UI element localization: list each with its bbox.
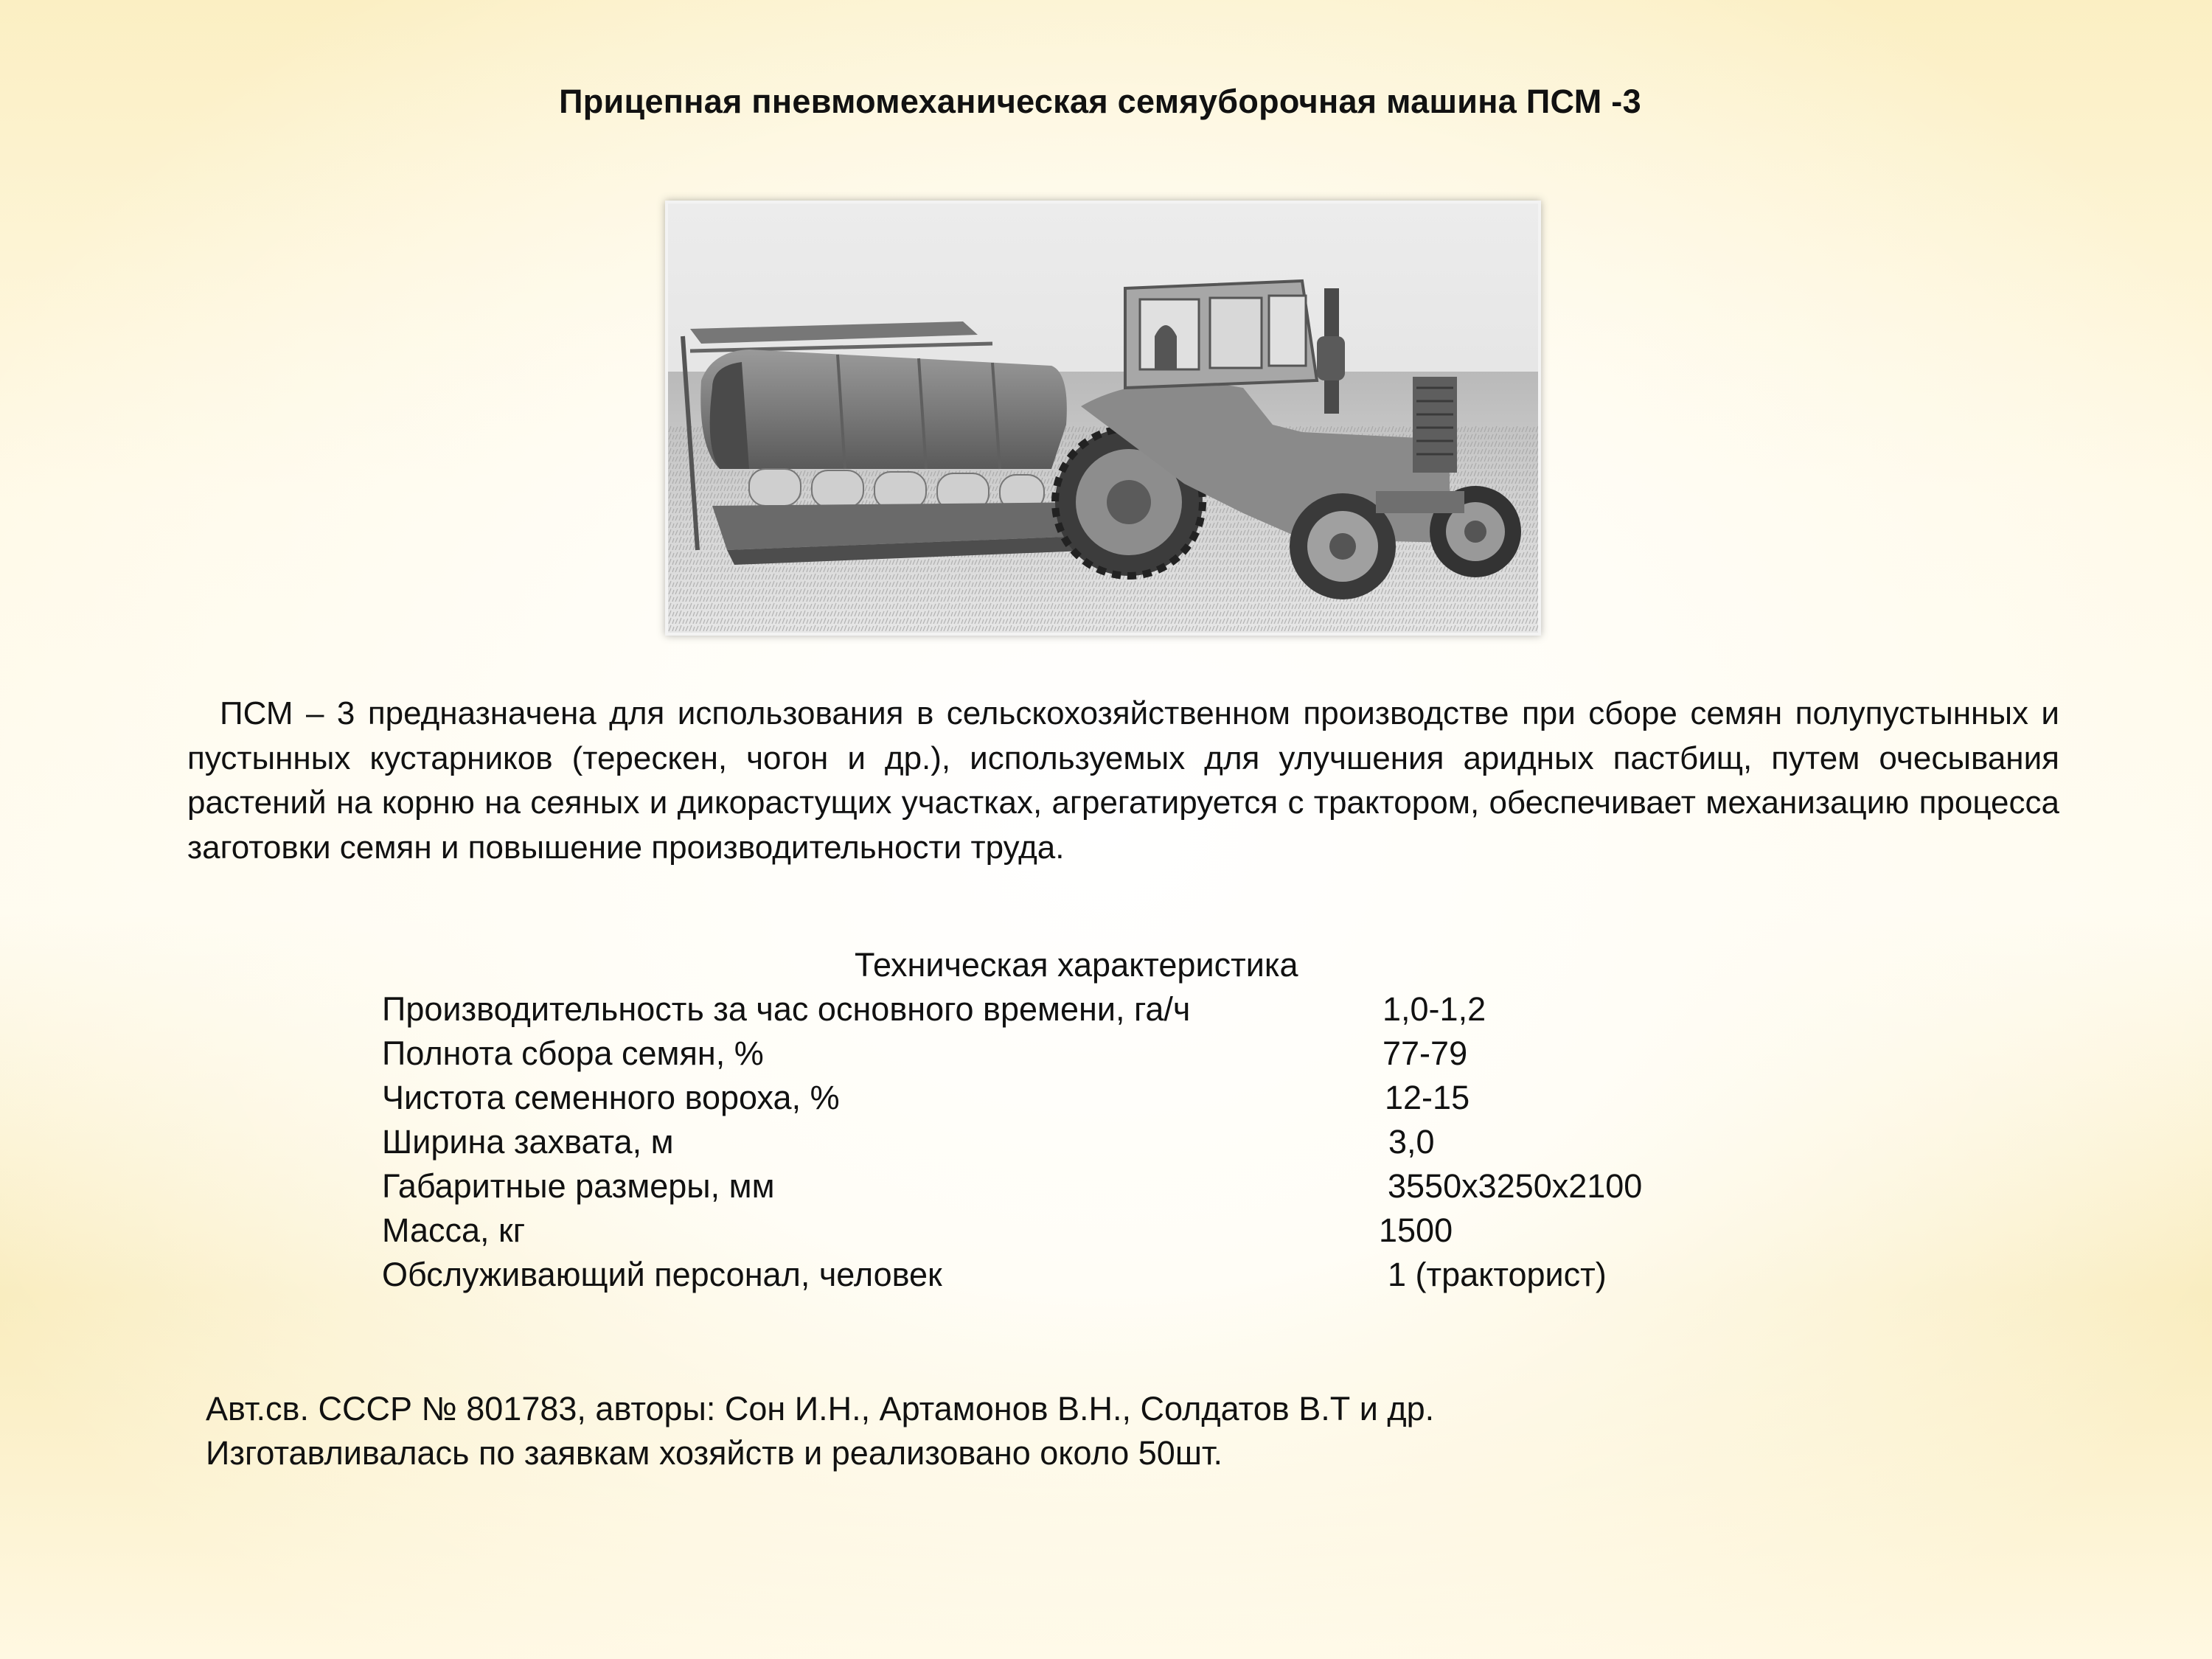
spec-label: Обслуживающий персонал, человек <box>382 1256 942 1293</box>
spec-label: Чистота семенного вороха, % <box>382 1079 840 1116</box>
spec-label: Масса, кг <box>382 1211 526 1249</box>
production-note: Изготавливалась по заявкам хозяйств и реализовано около 50шт. <box>206 1434 1223 1472</box>
spec-value: 1,0-1,2 <box>1382 990 1486 1028</box>
tractor-with-seed-harvester-photo <box>668 204 1538 633</box>
spec-label: Ширина захвата, м <box>382 1123 674 1161</box>
spec-value: 3550х3250х2100 <box>1388 1167 1643 1205</box>
machine-photo <box>665 201 1541 636</box>
patent-note: Авт.св. СССР № 801783, авторы: Сон И.Н., Артамонов В.Н., Солдатов В.Т и др. <box>206 1390 1435 1427</box>
spec-value: 77-79 <box>1382 1034 1468 1072</box>
specs-heading: Техническая характеристика <box>855 946 1298 984</box>
spec-label: Полнота сбора семян, % <box>382 1034 764 1072</box>
page-title: Прицепная пневмомеханическая семяуборочная машина ПСМ -3 <box>559 83 1641 120</box>
spec-value: 1500 <box>1379 1211 1453 1249</box>
machine-description: ПСМ – 3 предназначена для использования в сельскохозяйственном производстве при сборе семян полупустынных и пустынных кустарников (терескен, чогон и др.), используемых для улучшения аридных пастбищ, путем очесывания растений на корню на сеяных и дикорастущих участках, агрегатируется с трактором, обеспечивает механизацию процесса заготовки семян и повышение производительности труда. <box>187 695 2059 866</box>
spec-value: 3,0 <box>1388 1123 1435 1161</box>
spec-value: 12-15 <box>1385 1079 1470 1116</box>
spec-value: 1 (тракторист) <box>1388 1256 1607 1293</box>
spec-label: Производительность за час основного времени, га/ч <box>382 990 1191 1028</box>
spec-label: Габаритные размеры, мм <box>382 1167 775 1205</box>
